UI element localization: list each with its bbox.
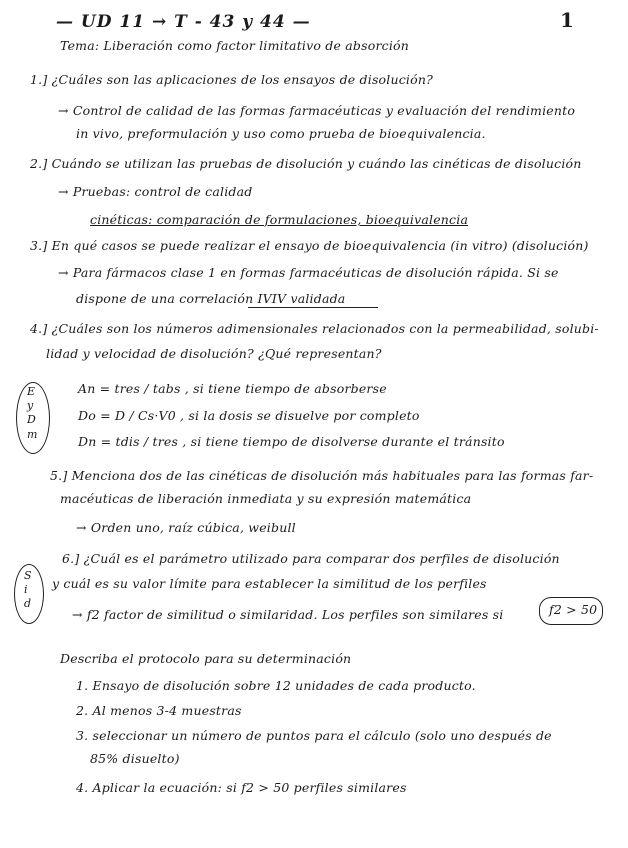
- side-label-4-letter-1: E: [27, 385, 36, 398]
- question-5-line-1: 5.] Menciona dos de las cinéticas de disolución más habituales para las formas far-: [50, 468, 594, 483]
- side-label-4-letter-3: D: [27, 413, 36, 426]
- answer-2-line-1: → Pruebas: control de calidad: [58, 184, 253, 199]
- protocol-step-1: 1. Ensayo de disolución sobre 12 unidades de cada producto.: [76, 678, 476, 693]
- side-label-4-letter-2: y: [27, 399, 34, 412]
- ivv-underline: [248, 307, 378, 308]
- question-6-line-1: 6.] ¿Cuál es el parámetro utilizado para comparar dos perfiles de disolución: [62, 551, 560, 566]
- question-1: 1.] ¿Cuáles son las aplicaciones de los ensayos de disolución?: [30, 72, 434, 87]
- topic-line: Tema: Liberación como factor limitativo de absorción: [60, 38, 410, 53]
- question-3: 3.] En qué casos se puede realizar el ensayo de bioequivalencia (in vitro) (disolución): [30, 238, 589, 253]
- answer-1-line-2: in vivo, preformulación y uso como prueba de bioequivalencia.: [76, 126, 486, 141]
- protocol-step-4: 4. Aplicar la ecuación: si f2 > 50 perfiles similares: [76, 780, 407, 795]
- answer-6-threshold: f2 > 50: [549, 602, 598, 617]
- side-label-6-letter-1: S: [24, 569, 32, 582]
- answer-6-line-1: → f2 factor de similitud o similaridad. Los perfiles son similares si: [72, 607, 504, 622]
- answer-3-line-2: dispone de una correlación IVIV validada: [76, 291, 346, 306]
- question-2: 2.] Cuándo se utilizan las pruebas de disolución y cuándo las cinéticas de disolución: [30, 156, 582, 171]
- question-5-line-2: macéuticas de liberación inmediata y su expresión matemática: [60, 491, 472, 506]
- protocol-step-3-cont: 85% disuelto): [90, 751, 180, 766]
- answer-3-line-1: → Para fármacos clase 1 en formas farmacéuticas de disolución rápida. Si se: [58, 265, 559, 280]
- answer-4-dn: Dn = tdis / tres , si tiene tiempo de disolverse durante el tránsito: [78, 434, 505, 449]
- answer-4-an: An = tres / tabs , si tiene tiempo de absorberse: [78, 381, 387, 396]
- protocol-title: Describa el protocolo para su determinación: [60, 651, 352, 666]
- answer-1-line-1: → Control de calidad de las formas farmacéuticas y evaluación del rendimiento: [58, 103, 576, 118]
- question-4-line-1: 4.] ¿Cuáles son los números adimensionales relacionados con la permeabilidad, solubi-: [30, 321, 599, 336]
- side-label-4-letter-4: m: [27, 428, 38, 441]
- answer-2-line-2: cinéticas: comparación de formulaciones, bioequivalencia: [90, 212, 469, 227]
- side-label-6-letter-3: d: [24, 597, 32, 610]
- page-number: 1: [560, 8, 575, 32]
- answer-5: → Orden uno, raíz cúbica, weibull: [76, 520, 296, 535]
- page-title: — UD 11 → T - 43 y 44 —: [56, 12, 311, 32]
- answer-4-do: Do = D / Cs·V0 , si la dosis se disuelve por completo: [78, 408, 420, 423]
- side-label-6-letter-2: i: [24, 583, 28, 596]
- question-4-line-2: lidad y velocidad de disolución? ¿Qué representan?: [46, 346, 382, 361]
- protocol-step-2: 2. Al menos 3-4 muestras: [76, 703, 242, 718]
- protocol-step-3: 3. seleccionar un número de puntos para el cálculo (solo uno después de: [76, 728, 552, 743]
- question-6-line-2: y cuál es su valor límite para establecer la similitud de los perfiles: [52, 576, 487, 591]
